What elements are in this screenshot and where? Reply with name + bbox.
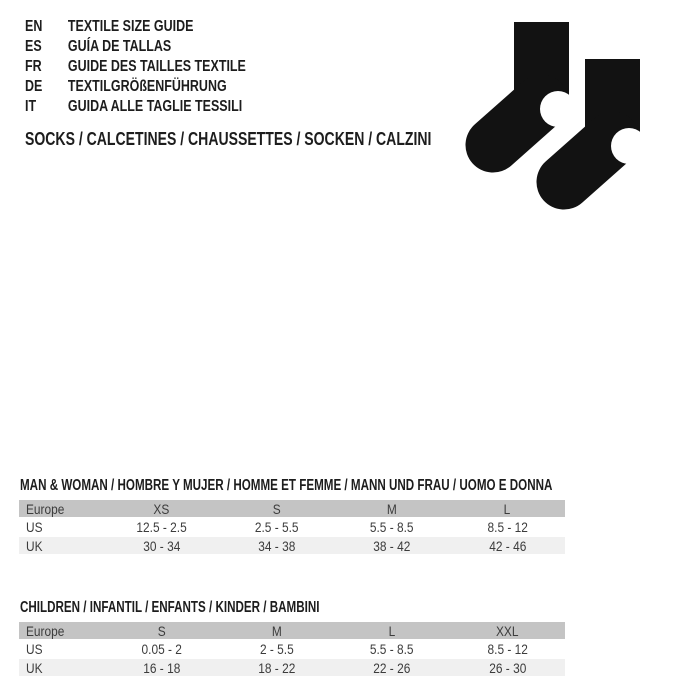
sock-left-icon — [493, 22, 576, 145]
value-cell: 5.5 - 8.5 — [370, 519, 414, 535]
language-row-en — [25, 17, 246, 37]
language-code: ES — [25, 38, 42, 55]
language-title: TEXTILGRÖßENFÜHRUNG — [67, 78, 227, 95]
value-cell: 22 - 26 — [373, 659, 411, 676]
sock-right-icon — [564, 59, 647, 182]
language-code: EN — [25, 18, 43, 35]
value-cell: 2.5 - 5.5 — [255, 519, 299, 535]
children-table-title: CHILDREN / INFANTIL / ENFANTS / KINDER / BAMBINI — [20, 599, 320, 616]
column-header-m: M — [387, 500, 398, 517]
value-cell: 12.5 - 2.5 — [136, 519, 187, 535]
column-header-xs: XS — [153, 500, 170, 517]
man-woman-size-section — [19, 476, 565, 554]
value-cell: 30 - 34 — [143, 537, 181, 554]
value-cell: 16 - 18 — [143, 659, 181, 676]
category-line-text: SOCKS / CALCETINES / CHAUSSETTES / SOCKEN / CALZINI — [25, 129, 432, 149]
region-cell: UK — [26, 537, 43, 554]
language-code: FR — [25, 58, 42, 75]
language-title: GUIDA ALLE TAGLIE TESSILI — [67, 98, 243, 115]
socks-pair-icon — [464, 20, 654, 212]
language-row-de — [25, 77, 246, 97]
value-cell: 8.5 - 12 — [487, 641, 528, 657]
column-header-m: M — [271, 622, 282, 639]
language-code: DE — [25, 78, 43, 95]
region-cell: US — [26, 519, 43, 535]
language-row-es — [25, 37, 246, 57]
column-header-europe: Europe — [26, 622, 65, 639]
region-cell: US — [26, 641, 43, 657]
language-row-fr — [25, 57, 246, 77]
value-cell: 0.05 - 2 — [141, 641, 182, 657]
table-row-us — [19, 641, 565, 658]
value-cell: 5.5 - 8.5 — [370, 641, 414, 657]
language-row-it — [25, 97, 246, 117]
language-title: GUÍA DE TALLAS — [67, 38, 172, 55]
value-cell: 8.5 - 12 — [487, 519, 528, 535]
value-cell: 42 - 46 — [488, 537, 526, 554]
column-header-s: S — [157, 622, 166, 639]
table-header-row — [19, 500, 565, 517]
value-cell: 18 - 22 — [258, 659, 296, 676]
value-cell: 34 - 38 — [258, 537, 296, 554]
table-row-us — [19, 519, 565, 536]
man-woman-table-title: MAN & WOMAN / HOMBRE Y MUJER / HOMME ET FEMME / MANN UND FRAU / UOMO E DONNA — [20, 477, 553, 494]
language-title: TEXTILE SIZE GUIDE — [67, 18, 194, 35]
table-row-uk — [19, 659, 565, 676]
value-cell: 2 - 5.5 — [259, 641, 294, 657]
table-header-row — [19, 622, 565, 639]
table-row-uk — [19, 537, 565, 554]
language-title: GUIDE DES TAILLES TEXTILE — [67, 58, 246, 75]
children-size-section — [19, 598, 565, 676]
language-list — [25, 17, 308, 117]
column-header-l: L — [504, 500, 511, 517]
column-header-europe: Europe — [26, 500, 65, 517]
column-header-s: S — [272, 500, 281, 517]
column-header-l: L — [388, 622, 396, 639]
man-woman-size-table — [19, 500, 565, 554]
language-code: IT — [25, 98, 37, 115]
column-header-xxl: XXL — [496, 622, 519, 639]
children-size-table — [19, 622, 565, 676]
value-cell: 38 - 42 — [373, 537, 411, 554]
value-cell: 26 - 30 — [488, 659, 526, 676]
region-cell: UK — [26, 659, 43, 676]
